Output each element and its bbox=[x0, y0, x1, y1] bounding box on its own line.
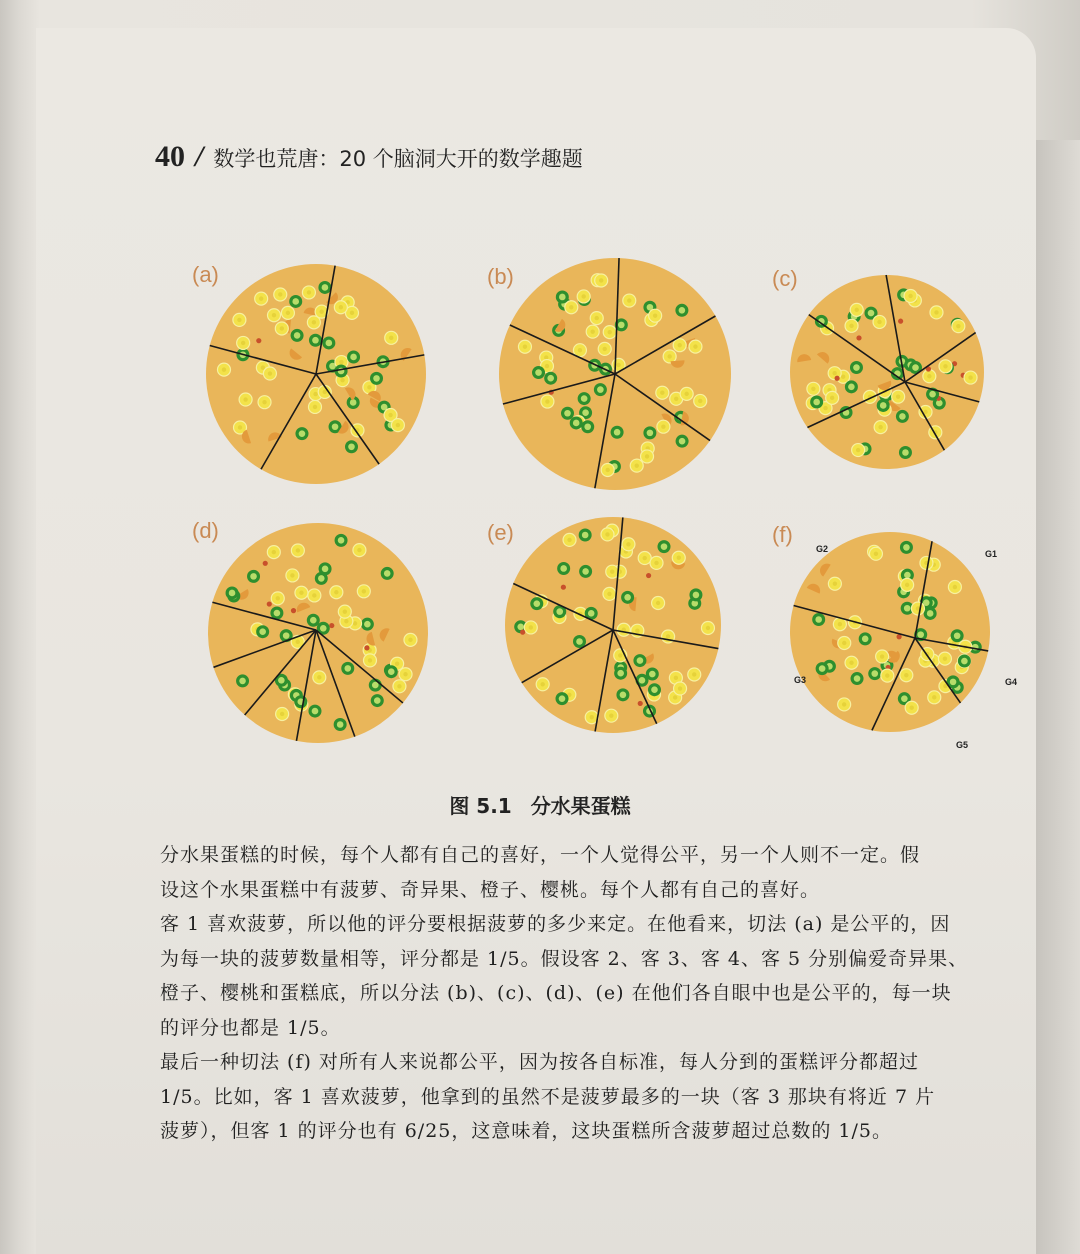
panel-label-d: (d) bbox=[192, 518, 219, 543]
cake-diagram-e bbox=[495, 515, 745, 765]
pineapple-slice bbox=[385, 331, 398, 344]
pineapple-slice bbox=[901, 578, 914, 591]
kiwi-slice bbox=[614, 667, 627, 680]
pineapple-slice bbox=[603, 326, 616, 339]
pineapple-slice bbox=[930, 306, 943, 319]
kiwi-slice bbox=[616, 688, 629, 701]
pineapple-slice bbox=[577, 290, 590, 303]
cake-diagram-a bbox=[203, 262, 453, 512]
pineapple-slice bbox=[391, 419, 404, 432]
body-line: 橙子、樱桃和蛋糕底，所以分法 (b)、(c)、(d)、(e) 在他们各自眼中也是公平的，每一块 bbox=[160, 982, 952, 1004]
kiwi-slice bbox=[309, 334, 322, 347]
pineapple-slice bbox=[286, 569, 299, 582]
pineapple-slice bbox=[255, 292, 268, 305]
body-line: 菠萝），但客 1 的评分也有 6/25，这意味着，这块蛋糕所含菠萝超过总数的 1/5。 bbox=[160, 1120, 892, 1142]
pineapple-slice bbox=[900, 669, 913, 682]
pineapple-slice bbox=[239, 393, 252, 406]
kiwi-slice bbox=[226, 586, 239, 599]
pineapple-slice bbox=[313, 671, 326, 684]
body-paragraphs bbox=[160, 838, 1035, 1149]
pineapple-slice bbox=[622, 538, 635, 551]
cherry bbox=[329, 623, 334, 628]
pineapple-slice bbox=[603, 587, 616, 600]
kiwi-slice bbox=[322, 336, 335, 349]
kiwi-slice bbox=[318, 281, 331, 294]
guest-tag-g5: G5 bbox=[956, 740, 969, 750]
pineapple-slice bbox=[330, 586, 343, 599]
kiwi-slice bbox=[579, 529, 592, 542]
pineapple-slice bbox=[233, 313, 246, 326]
guest-tag-g1: G1 bbox=[985, 549, 998, 559]
pineapple-slice bbox=[694, 394, 707, 407]
pineapple-slice bbox=[276, 707, 289, 720]
pineapple-slice bbox=[536, 678, 549, 691]
pineapple-slice bbox=[807, 382, 820, 395]
cherry bbox=[256, 338, 261, 343]
body-line: 设这个水果蛋糕中有菠萝、奇异果、橙子、樱桃。每个人都有自己的喜好。 bbox=[160, 878, 821, 901]
kiwi-slice bbox=[544, 372, 557, 385]
cherry bbox=[835, 376, 840, 381]
running-header bbox=[155, 140, 583, 180]
pineapple-slice bbox=[838, 637, 851, 650]
pineapple-slice bbox=[295, 586, 308, 599]
pineapple-slice bbox=[302, 286, 315, 299]
pineapple-slice bbox=[275, 322, 288, 335]
pineapple-slice bbox=[281, 306, 294, 319]
pineapple-slice bbox=[939, 360, 952, 373]
body-line: 的评分也都是 1/5。 bbox=[160, 1016, 341, 1039]
kiwi-slice bbox=[347, 350, 360, 363]
pineapple-slice bbox=[565, 301, 578, 314]
guest-tag-g4: G4 bbox=[1005, 677, 1018, 687]
pineapple-slice bbox=[845, 656, 858, 669]
pineapple-slice bbox=[268, 309, 281, 322]
body-line: 1/5。比如，客 1 喜欢菠萝，他拿到的虽然不是菠萝最多的一块（客 3 那块有将近 7 片 bbox=[160, 1085, 936, 1108]
pineapple-slice bbox=[920, 556, 933, 569]
pineapple-slice bbox=[964, 371, 977, 384]
pineapple-slice bbox=[873, 315, 886, 328]
panel-label-b: (b) bbox=[487, 264, 514, 289]
cherry bbox=[638, 701, 643, 706]
cherry bbox=[561, 585, 566, 590]
kiwi-slice bbox=[247, 570, 260, 583]
pineapple-slice bbox=[852, 444, 865, 457]
body-line: 最后一种切法 (f) 对所有人来说都公平，因为按各自标准，每人分到的蛋糕评分都超过 bbox=[160, 1051, 919, 1073]
kiwi-slice bbox=[345, 440, 358, 453]
kiwi-slice bbox=[370, 372, 383, 385]
pineapple-slice bbox=[680, 387, 693, 400]
kiwi-slice bbox=[859, 632, 872, 645]
cherry bbox=[646, 573, 651, 578]
pineapple-slice bbox=[586, 325, 599, 338]
kiwi-slice bbox=[289, 295, 302, 308]
pineapple-slice bbox=[952, 320, 965, 333]
pineapple-slice bbox=[869, 547, 882, 560]
pineapple-slice bbox=[363, 654, 376, 667]
pineapple-slice bbox=[291, 544, 304, 557]
kiwi-slice bbox=[319, 562, 332, 575]
pineapple-slice bbox=[518, 340, 531, 353]
cake-diagram-d bbox=[203, 515, 453, 765]
header-slash: / bbox=[195, 140, 204, 173]
kiwi-slice bbox=[385, 665, 398, 678]
kiwi-slice bbox=[594, 383, 607, 396]
panel-label-f: (f) bbox=[772, 522, 793, 547]
panel-label-a: (a) bbox=[192, 262, 219, 287]
pineapple-slice bbox=[353, 544, 366, 557]
kiwi-slice bbox=[958, 655, 971, 668]
kiwi-slice bbox=[381, 567, 394, 580]
pineapple-slice bbox=[826, 391, 839, 404]
pineapple-slice bbox=[657, 420, 670, 433]
pineapple-slice bbox=[674, 682, 687, 695]
body-line: 分水果蛋糕的时候，每个人都有自己的喜好，一个人觉得公平，另一个人则不一定。假 bbox=[160, 844, 921, 866]
cherry bbox=[898, 319, 903, 324]
pineapple-slice bbox=[904, 289, 917, 302]
pineapple-slice bbox=[689, 340, 702, 353]
pineapple-slice bbox=[905, 701, 918, 714]
kiwi-slice bbox=[570, 416, 583, 429]
pineapple-slice bbox=[923, 370, 936, 383]
figure-number: 图 5.1 bbox=[449, 794, 512, 818]
kiwi-slice bbox=[532, 366, 545, 379]
body-line: 为每一块的菠萝数量相等，评分都是 1/5。假设客 2、客 3、客 4、客 5 分别偏爱奇异果、 bbox=[160, 947, 969, 970]
pineapple-slice bbox=[334, 301, 347, 314]
pineapple-slice bbox=[274, 288, 287, 301]
kiwi-slice bbox=[236, 674, 249, 687]
kiwi-slice bbox=[868, 667, 881, 680]
kiwi-slice bbox=[689, 588, 702, 601]
cake-base bbox=[790, 275, 984, 469]
pineapple-slice bbox=[308, 400, 321, 413]
pineapple-slice bbox=[217, 363, 230, 376]
cherry bbox=[291, 608, 296, 613]
pineapple-slice bbox=[623, 294, 636, 307]
kiwi-slice bbox=[900, 541, 913, 554]
pineapple-slice bbox=[641, 450, 654, 463]
pineapple-slice bbox=[650, 556, 663, 569]
kiwi-slice bbox=[334, 718, 347, 731]
cherry bbox=[364, 645, 369, 650]
pineapple-slice bbox=[688, 668, 701, 681]
kiwi-slice bbox=[675, 304, 688, 317]
guest-tag-g2: G2 bbox=[816, 544, 829, 554]
kiwi-slice bbox=[581, 420, 594, 433]
kiwi-slice bbox=[578, 392, 591, 405]
pineapple-slice bbox=[590, 312, 603, 325]
pineapple-slice bbox=[876, 650, 889, 663]
kiwi-slice bbox=[951, 629, 964, 642]
pineapple-slice bbox=[845, 319, 858, 332]
pineapple-slice bbox=[563, 533, 576, 546]
kiwi-slice bbox=[845, 380, 858, 393]
kiwi-slice bbox=[643, 426, 656, 439]
panel-label-c: (c) bbox=[772, 266, 798, 291]
pineapple-slice bbox=[308, 589, 321, 602]
pineapple-slice bbox=[605, 709, 618, 722]
kiwi-slice bbox=[877, 399, 890, 412]
pineapple-slice bbox=[357, 585, 370, 598]
pineapple-slice bbox=[617, 623, 630, 636]
cherry bbox=[856, 335, 861, 340]
kiwi-slice bbox=[611, 426, 624, 439]
kiwi-slice bbox=[530, 597, 543, 610]
kiwi-slice bbox=[851, 672, 864, 685]
pineapple-slice bbox=[271, 592, 284, 605]
cherry bbox=[267, 601, 272, 606]
kiwi-slice bbox=[850, 361, 863, 374]
book-title: 数学也荒唐：20 个脑洞大开的数学趣题 bbox=[213, 147, 583, 171]
kiwi-slice bbox=[295, 427, 308, 440]
kiwi-slice bbox=[335, 534, 348, 547]
kiwi-slice bbox=[308, 705, 321, 718]
pineapple-slice bbox=[892, 390, 905, 403]
kiwi-slice bbox=[621, 591, 634, 604]
kiwi-slice bbox=[256, 625, 269, 638]
cherry bbox=[520, 630, 525, 635]
cake-diagram-b bbox=[495, 252, 745, 502]
kiwi-slice bbox=[371, 694, 384, 707]
pineapple-slice bbox=[338, 605, 351, 618]
pineapple-slice bbox=[874, 421, 887, 434]
figure-caption bbox=[0, 790, 1080, 819]
pineapple-slice bbox=[838, 698, 851, 711]
pineapple-slice bbox=[948, 581, 961, 594]
pineapple-slice bbox=[850, 303, 863, 316]
pineapple-slice bbox=[673, 339, 686, 352]
kiwi-slice bbox=[361, 618, 374, 631]
pineapple-slice bbox=[258, 396, 271, 409]
pineapple-slice bbox=[399, 668, 412, 681]
page-number: 40 bbox=[155, 140, 185, 173]
kiwi-slice bbox=[291, 329, 304, 342]
body-line: 客 1 喜欢菠萝，所以他的评分要根据菠萝的多少来定。在他看来，切法 (a) 是公平的，因 bbox=[160, 913, 951, 935]
pineapple-slice bbox=[263, 367, 276, 380]
kiwi-slice bbox=[899, 446, 912, 459]
cake-diagram-c bbox=[780, 260, 1030, 510]
pineapple-slice bbox=[524, 621, 537, 634]
pineapple-slice bbox=[881, 669, 894, 682]
pineapple-slice bbox=[649, 309, 662, 322]
kiwi-slice bbox=[648, 683, 661, 696]
pineapple-slice bbox=[701, 622, 714, 635]
pineapple-slice bbox=[595, 274, 608, 287]
pineapple-slice bbox=[630, 459, 643, 472]
kiwi-slice bbox=[633, 654, 646, 667]
pineapple-slice bbox=[828, 577, 841, 590]
pineapple-slice bbox=[638, 552, 651, 565]
pineapple-slice bbox=[393, 680, 406, 693]
pineapple-slice bbox=[598, 342, 611, 355]
kiwi-slice bbox=[896, 410, 909, 423]
kiwi-slice bbox=[556, 692, 569, 705]
cherry bbox=[263, 561, 268, 566]
kiwi-slice bbox=[810, 396, 823, 409]
pineapple-slice bbox=[601, 528, 614, 541]
kiwi-slice bbox=[657, 540, 670, 553]
kiwi-slice bbox=[561, 407, 574, 420]
pineapple-slice bbox=[928, 691, 941, 704]
kiwi-slice bbox=[816, 662, 829, 675]
kiwi-slice bbox=[812, 613, 825, 626]
pineapple-slice bbox=[606, 565, 619, 578]
pineapple-slice bbox=[541, 395, 554, 408]
pineapple-slice bbox=[404, 633, 417, 646]
panel-label-e: (e) bbox=[487, 520, 514, 545]
kiwi-slice bbox=[676, 435, 689, 448]
kiwi-slice bbox=[579, 565, 592, 578]
pineapple-slice bbox=[938, 652, 951, 665]
pineapple-slice bbox=[652, 597, 665, 610]
pineapple-slice bbox=[237, 336, 250, 349]
kiwi-slice bbox=[556, 290, 569, 303]
kiwi-slice bbox=[646, 668, 659, 681]
pineapple-slice bbox=[672, 551, 685, 564]
guest-tag-g3: G3 bbox=[794, 675, 807, 685]
kiwi-slice bbox=[294, 695, 307, 708]
pineapple-slice bbox=[601, 463, 614, 476]
pineapple-slice bbox=[911, 602, 924, 615]
kiwi-slice bbox=[341, 662, 354, 675]
pineapple-slice bbox=[656, 386, 669, 399]
pineapple-slice bbox=[267, 546, 280, 559]
kiwi-slice bbox=[557, 562, 570, 575]
figure-title: 分水果蛋糕 bbox=[530, 794, 631, 818]
